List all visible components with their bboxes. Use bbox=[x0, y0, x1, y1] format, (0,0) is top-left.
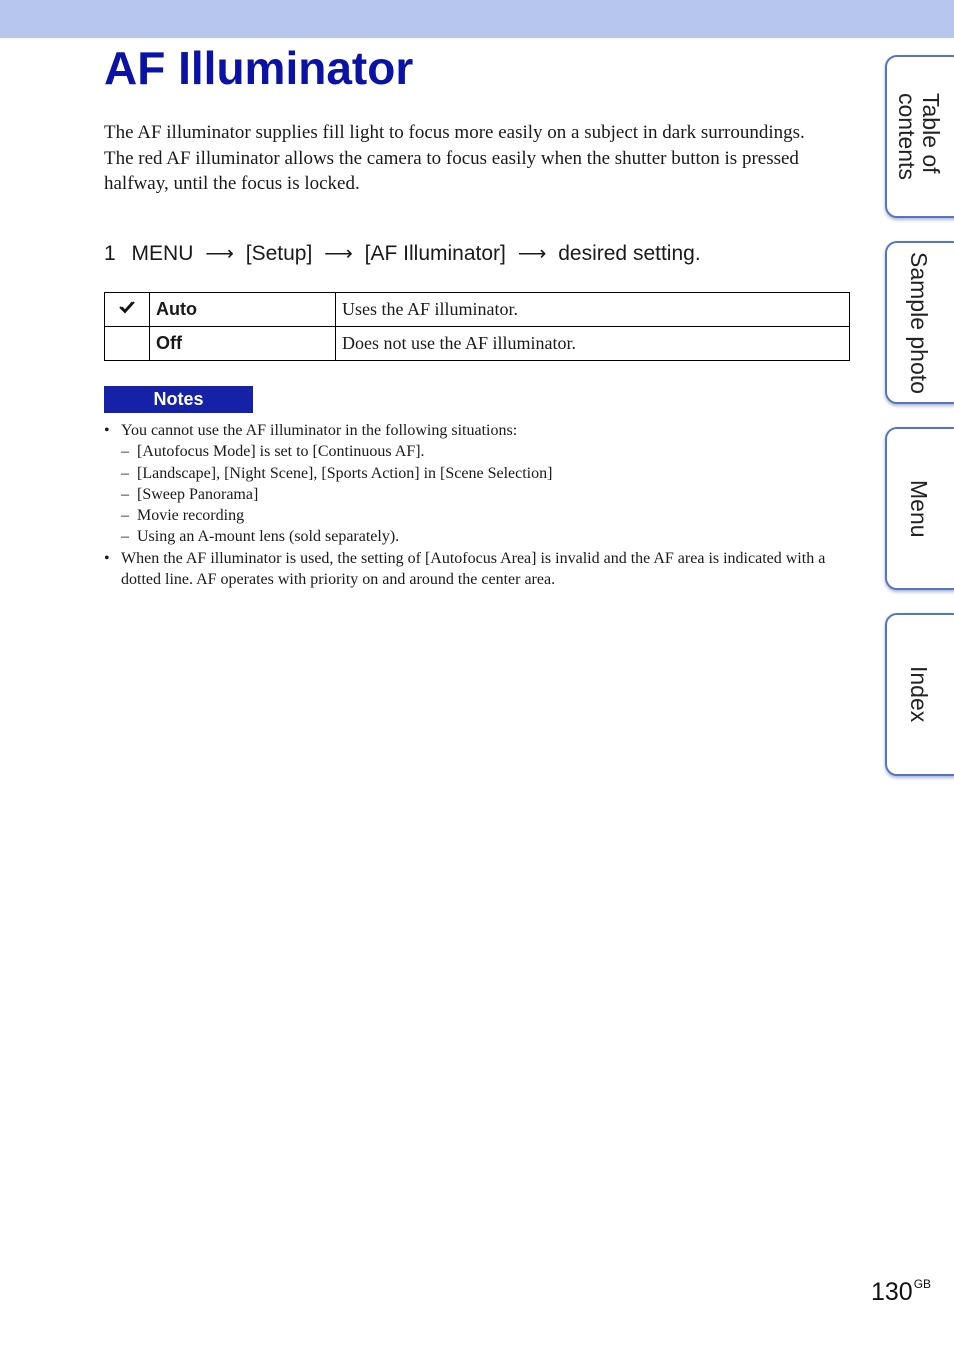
step-desired-setting: desired setting. bbox=[558, 242, 701, 265]
page-number-suffix: GB bbox=[913, 1277, 932, 1291]
list-item bbox=[104, 548, 844, 591]
note-sub-text: Movie recording bbox=[137, 507, 245, 525]
dash-mark: – bbox=[121, 464, 129, 482]
intro-text bbox=[104, 120, 844, 197]
step-menu: MENU bbox=[131, 242, 194, 265]
note-sub-text: [Autofocus Mode] is set to [Continuous AF]. bbox=[137, 443, 425, 461]
menu-step-instruction bbox=[104, 240, 701, 268]
tab-label: Index bbox=[906, 666, 932, 723]
list-item bbox=[104, 441, 844, 462]
dash-mark: – bbox=[121, 507, 129, 525]
default-marker-cell bbox=[105, 327, 150, 361]
note-sub-text: Using an A-mount lens (sold separately). bbox=[137, 528, 400, 546]
notes-list bbox=[104, 420, 844, 590]
dash-mark: – bbox=[121, 443, 129, 461]
dash-mark: – bbox=[121, 485, 129, 503]
tab-table-of-contents[interactable] bbox=[885, 55, 954, 218]
tab-label: Menu bbox=[906, 479, 932, 538]
top-color-band bbox=[0, 0, 954, 38]
setting-description: Uses the AF illuminator. bbox=[336, 293, 850, 327]
dash-mark: – bbox=[121, 528, 129, 546]
tab-label: Table of contents bbox=[894, 93, 944, 180]
tab-index[interactable] bbox=[885, 613, 954, 776]
setting-description: Does not use the AF illuminator. bbox=[336, 327, 850, 361]
tab-sample-photo[interactable] bbox=[885, 241, 954, 404]
list-item bbox=[104, 463, 844, 484]
setting-name: Off bbox=[150, 327, 336, 361]
checkmark-icon bbox=[118, 299, 136, 315]
tab-label: Sample photo bbox=[906, 251, 932, 394]
right-arrow-icon: ⟶ bbox=[324, 243, 353, 265]
right-arrow-icon: ⟶ bbox=[517, 243, 547, 265]
tab-menu[interactable] bbox=[885, 427, 954, 590]
intro-paragraph-2: The red AF illuminator allows the camera to focus easily when the shutter button is pressed halfway, until the focus is locked. bbox=[104, 147, 799, 194]
list-item bbox=[104, 505, 844, 526]
bullet-mark: • bbox=[104, 422, 110, 439]
setting-name: Auto bbox=[150, 293, 336, 327]
settings-table bbox=[104, 292, 850, 361]
note-sub-text: [Landscape], [Night Scene], [Sports Action] in [Scene Selection] bbox=[137, 464, 553, 482]
list-item bbox=[104, 526, 844, 547]
note-sub-text: [Sweep Panorama] bbox=[137, 485, 259, 503]
note-text: When the AF illuminator is used, the setting of [Autofocus Area] is invalid and the AF area is indicated with a dotted line. AF operates with priority on and around the center area. bbox=[121, 549, 826, 589]
step-af-illuminator: [AF Illuminator] bbox=[364, 242, 506, 265]
step-number: 1 bbox=[104, 242, 116, 265]
page-number-value: 130 bbox=[871, 1278, 913, 1306]
bullet-mark: • bbox=[104, 549, 110, 567]
right-arrow-icon: ⟶ bbox=[205, 243, 234, 265]
intro-paragraph-1: The AF illuminator supplies fill light to focus more easily on a subject in dark surroundings. bbox=[104, 122, 805, 143]
list-item bbox=[104, 420, 844, 441]
table-row bbox=[105, 327, 850, 361]
note-text: You cannot use the AF illuminator in the following situations: bbox=[121, 422, 518, 439]
default-marker-cell bbox=[105, 293, 150, 327]
step-setup: [Setup] bbox=[245, 242, 313, 265]
page-title: AF Illuminator bbox=[104, 42, 414, 94]
table-row bbox=[105, 293, 850, 327]
list-item bbox=[104, 484, 844, 505]
page-number bbox=[871, 1277, 931, 1307]
notes-heading: Notes bbox=[104, 386, 253, 413]
